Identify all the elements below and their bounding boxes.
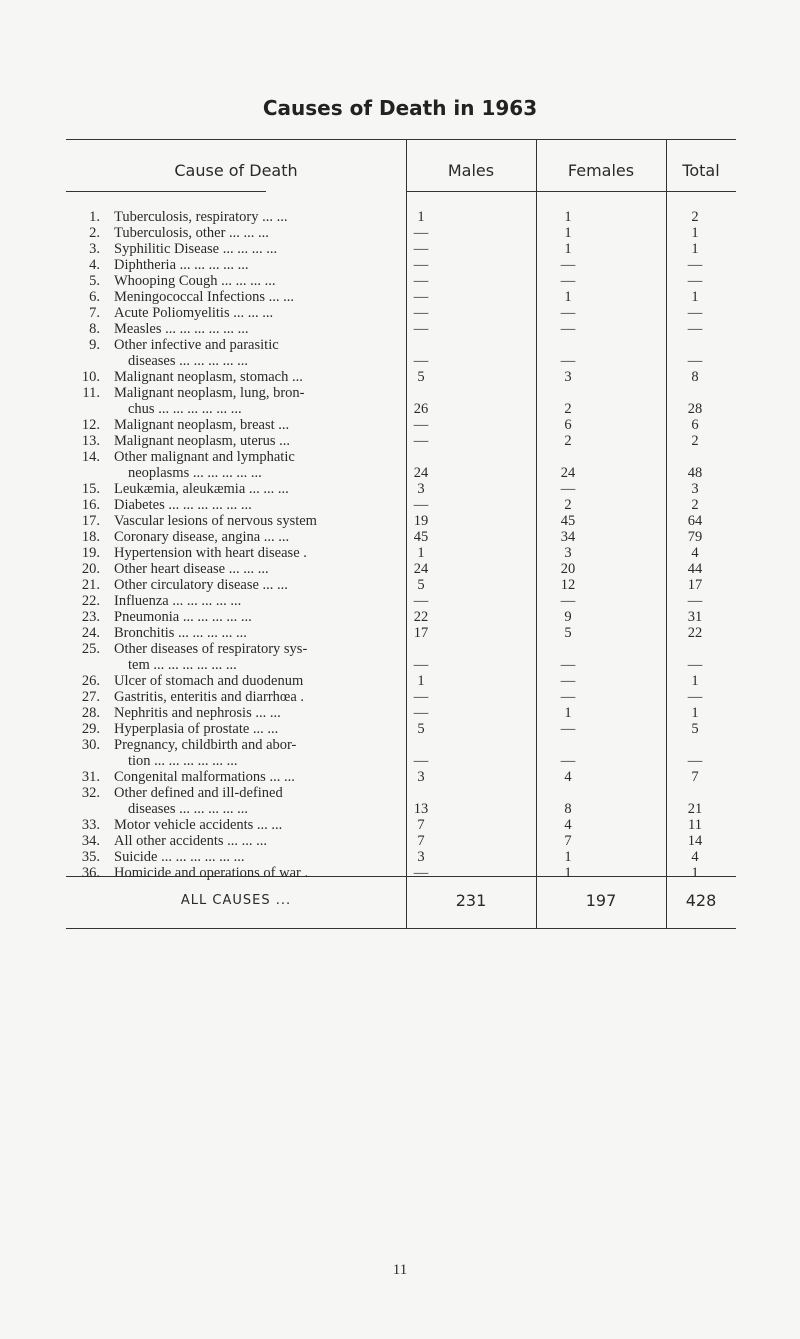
table-row [66,769,736,785]
cause-line: Bronchitis ... ... ... ... ... [114,625,247,641]
row-number: 24. [81,625,100,641]
total-value: 2 [691,209,699,225]
table-row [66,865,736,881]
table-top-rule [66,139,736,140]
total-value: 48 [687,465,703,481]
cause-label [114,209,404,225]
table-row [66,481,736,497]
females-value: 2 [564,433,572,449]
females-value: 1 [564,865,572,881]
cause-label [114,257,404,273]
row-number: 17. [81,513,100,529]
females-value: — [560,353,576,369]
cause-label [114,545,404,561]
cause-label [114,385,404,417]
row-number: 23. [81,609,100,625]
row-number: 29. [81,721,100,737]
males-value: — [413,657,429,673]
table-row [66,321,736,337]
row-number: 20. [81,561,100,577]
all-causes-females: 197 [585,891,617,910]
females-value: 2 [564,401,572,417]
row-number: 33. [81,817,100,833]
row-number: 31. [81,769,100,785]
all-causes-total: 428 [685,891,717,910]
cause-line: chus ... ... ... ... ... ... [128,401,242,417]
cause-label [114,305,404,321]
table-row [66,641,736,673]
cause-line: Influenza ... ... ... ... ... [114,593,242,609]
total-value: — [687,657,703,673]
cause-line: Malignant neoplasm, lung, bron- [114,385,305,401]
cause-line: Coronary disease, angina ... ... [114,529,290,545]
row-number: 14. [81,449,100,465]
cause-label [114,609,404,625]
cause-line: diseases ... ... ... ... ... [128,353,249,369]
females-value: — [560,753,576,769]
females-value: 4 [564,817,572,833]
males-value: — [413,497,429,513]
total-value: 44 [687,561,703,577]
total-value: 31 [687,609,703,625]
cause-line: Hypertension with heart disease . [114,545,307,561]
table-row [66,545,736,561]
cause-label [114,625,404,641]
row-number: 7. [89,305,100,321]
cause-line: Other circulatory disease ... ... [114,577,288,593]
males-value: — [413,753,429,769]
header-rule-left [66,191,266,192]
females-value: — [560,321,576,337]
males-value: 3 [417,849,425,865]
females-value: 24 [560,465,576,481]
cause-label [114,817,404,833]
cause-label [114,833,404,849]
cause-line: Measles ... ... ... ... ... ... [114,321,249,337]
cause-line: Diabetes ... ... ... ... ... ... [114,497,252,513]
row-number: 16. [81,497,100,513]
females-value: 3 [564,369,572,385]
females-value: — [560,593,576,609]
males-value: — [413,353,429,369]
row-number: 34. [81,833,100,849]
total-value: 6 [691,417,699,433]
females-value: 6 [564,417,572,433]
cause-label [114,865,404,881]
cause-label [114,369,404,385]
header-males: Males [447,161,495,180]
females-value: 8 [564,801,572,817]
total-value: 4 [691,849,699,865]
cause-label [114,449,404,481]
cause-line: Malignant neoplasm, breast ... [114,417,290,433]
males-value: 13 [413,801,429,817]
row-number: 18. [81,529,100,545]
males-value: 17 [413,625,429,641]
cause-label [114,273,404,289]
cause-label [114,337,404,369]
cause-label [114,673,404,689]
header-rule-males [406,191,536,192]
total-value: 79 [687,529,703,545]
table-row [66,209,736,225]
females-value: 1 [564,705,572,721]
total-value: 2 [691,433,699,449]
total-value: 14 [687,833,703,849]
total-value: 2 [691,497,699,513]
table-row [66,337,736,369]
cause-line: Vascular lesions of nervous system [114,513,317,529]
females-value: 45 [560,513,576,529]
males-value: — [413,593,429,609]
total-value: 5 [691,721,699,737]
males-value: 3 [417,481,425,497]
cause-line: diseases ... ... ... ... ... [128,801,249,817]
males-value: 5 [417,577,425,593]
females-value: 20 [560,561,576,577]
total-value: 22 [687,625,703,641]
cause-line: Ulcer of stomach and duodenum [114,673,304,689]
total-value: 3 [691,481,699,497]
cause-line: Homicide and operations of war . [114,865,309,881]
table-row [66,529,736,545]
row-number: 2. [89,225,100,241]
table-row [66,289,736,305]
total-value: 1 [691,865,699,881]
males-value: — [413,321,429,337]
row-number: 28. [81,705,100,721]
table-row [66,369,736,385]
males-value: 24 [413,561,429,577]
cause-label [114,769,404,785]
total-value: 1 [691,289,699,305]
table-row [66,385,736,417]
cause-label [114,433,404,449]
total-value: 11 [688,817,702,833]
table-row [66,625,736,641]
row-number: 11. [82,385,100,401]
cause-line: Pneumonia ... ... ... ... ... [114,609,252,625]
row-number: 15. [81,481,100,497]
females-value: — [560,657,576,673]
cause-line: Malignant neoplasm, stomach ... [114,369,303,385]
females-value: 1 [564,225,572,241]
table-row [66,673,736,689]
females-value: — [560,721,576,737]
table-row [66,593,736,609]
row-number: 22. [81,593,100,609]
cause-label [114,561,404,577]
table-row [66,609,736,625]
cause-line: All other accidents ... ... ... [114,833,268,849]
cause-label [114,225,404,241]
table-row [66,417,736,433]
total-value: — [687,753,703,769]
table-row [66,561,736,577]
total-value: 64 [687,513,703,529]
females-value: — [560,257,576,273]
table-body [66,209,736,881]
males-value: — [413,689,429,705]
males-value: 24 [413,465,429,481]
cause-line: Gastritis, enteritis and diarrhœa . [114,689,305,705]
row-number: 6. [89,289,100,305]
table-row [66,737,736,769]
cause-label [114,577,404,593]
header-total: Total [682,161,720,180]
total-value: 1 [691,673,699,689]
cause-label [114,513,404,529]
females-value: 3 [564,545,572,561]
total-value: 21 [687,801,703,817]
cause-line: tem ... ... ... ... ... ... [128,657,237,673]
males-value: 5 [417,721,425,737]
cause-label [114,481,404,497]
males-value: — [413,257,429,273]
total-value: — [687,257,703,273]
table-row [66,577,736,593]
cause-line: Malignant neoplasm, uterus ... [114,433,290,449]
page-number: 11 [392,1262,408,1278]
table-row [66,225,736,241]
females-value: 12 [560,577,576,593]
cause-line: Nephritis and nephrosis ... ... [114,705,281,721]
total-value: 28 [687,401,703,417]
table-row [66,241,736,257]
total-value: 1 [691,705,699,721]
table-bottom-rule [66,928,736,929]
females-value: 1 [564,289,572,305]
header-rule-females [536,191,666,192]
cause-line: Acute Poliomyelitis ... ... ... [114,305,274,321]
cause-line: Diphtheria ... ... ... ... ... [114,257,249,273]
cause-line: Congenital malformations ... ... [114,769,295,785]
males-value: 1 [417,545,425,561]
row-number: 35. [81,849,100,865]
row-number: 19. [81,545,100,561]
table-row [66,497,736,513]
total-value: — [687,593,703,609]
row-number: 36. [81,865,100,881]
causes-of-death-table [66,139,736,1044]
males-value: 45 [413,529,429,545]
row-number: 32. [81,785,100,801]
cause-label [114,241,404,257]
total-value: — [687,305,703,321]
table-row [66,721,736,737]
all-causes-label: ALL CAUSES ... [180,893,292,908]
cause-line: Other infective and parasitic [114,337,279,353]
cause-label [114,641,404,673]
page-title: Causes of Death in 1963 [262,96,538,120]
total-value: 4 [691,545,699,561]
cause-label [114,417,404,433]
total-value: 1 [691,241,699,257]
table-row [66,449,736,481]
cause-line: Other malignant and lymphatic [114,449,295,465]
row-number: 9. [89,337,100,353]
table-row [66,305,736,321]
table-row [66,689,736,705]
females-value: — [560,273,576,289]
total-value: 8 [691,369,699,385]
total-value: 7 [691,769,699,785]
row-number: 5. [89,273,100,289]
row-number: 25. [81,641,100,657]
cause-line: Hyperplasia of prostate ... ... [114,721,279,737]
cause-label [114,689,404,705]
cause-line: Other diseases of respiratory sys- [114,641,308,657]
males-value: — [413,241,429,257]
cause-line: Tuberculosis, other ... ... ... [114,225,269,241]
row-number: 26. [81,673,100,689]
row-number: 4. [89,257,100,273]
cause-line: neoplasms ... ... ... ... ... [128,465,262,481]
cause-line: Other heart disease ... ... ... [114,561,269,577]
row-number: 13. [81,433,100,449]
males-value: 5 [417,369,425,385]
total-value: — [687,321,703,337]
total-value: — [687,353,703,369]
males-value: 7 [417,833,425,849]
cause-label [114,737,404,769]
all-causes-males: 231 [455,891,487,910]
females-value: 2 [564,497,572,513]
cause-label [114,705,404,721]
females-value: 9 [564,609,572,625]
cause-line: Whooping Cough ... ... ... ... [114,273,276,289]
males-value: — [413,417,429,433]
table-row [66,833,736,849]
header-cause: Cause of Death [174,161,298,180]
row-number: 27. [81,689,100,705]
table-row [66,705,736,721]
cause-line: Meningococcal Infections ... ... [114,289,294,305]
males-value: — [413,289,429,305]
cause-line: Other defined and ill-defined [114,785,283,801]
cause-label [114,849,404,865]
cause-line: tion ... ... ... ... ... ... [128,753,238,769]
cause-line: Suicide ... ... ... ... ... ... [114,849,245,865]
row-number: 1. [89,209,100,225]
cause-line: Leukæmia, aleukæmia ... ... ... [114,481,289,497]
total-value: 1 [691,225,699,241]
row-number: 21. [81,577,100,593]
cause-label [114,529,404,545]
females-value: 1 [564,849,572,865]
cause-label [114,289,404,305]
table-row [66,433,736,449]
table-row [66,257,736,273]
males-value: — [413,305,429,321]
males-value: — [413,273,429,289]
total-value: 17 [687,577,703,593]
table-row [66,849,736,865]
table-row [66,817,736,833]
table-row [66,785,736,817]
females-value: 1 [564,241,572,257]
cause-line: Tuberculosis, respiratory ... ... [114,209,288,225]
males-value: 1 [417,209,425,225]
table-row [66,273,736,289]
males-value: 7 [417,817,425,833]
females-value: — [560,305,576,321]
header-rule-total [666,191,736,192]
males-value: 19 [413,513,429,529]
cause-label [114,497,404,513]
males-value: 26 [413,401,429,417]
cause-label [114,785,404,817]
males-value: — [413,225,429,241]
males-value: 22 [413,609,429,625]
females-value: 5 [564,625,572,641]
males-value: — [413,433,429,449]
table-row [66,513,736,529]
total-value: — [687,689,703,705]
cause-line: Syphilitic Disease ... ... ... ... [114,241,278,257]
row-number: 30. [81,737,100,753]
females-value: 1 [564,209,572,225]
males-value: — [413,865,429,881]
females-value: 7 [564,833,572,849]
females-value: — [560,689,576,705]
row-number: 12. [81,417,100,433]
males-value: 3 [417,769,425,785]
cause-label [114,321,404,337]
females-value: 4 [564,769,572,785]
header-females: Females [567,161,635,180]
cause-label [114,721,404,737]
males-value: — [413,705,429,721]
row-number: 10. [81,369,100,385]
row-number: 3. [89,241,100,257]
males-value: 1 [417,673,425,689]
row-number: 8. [89,321,100,337]
cause-label [114,593,404,609]
females-value: — [560,673,576,689]
total-value: — [687,273,703,289]
females-value: — [560,481,576,497]
cause-line: Pregnancy, childbirth and abor- [114,737,297,753]
females-value: 34 [560,529,576,545]
cause-line: Motor vehicle accidents ... ... [114,817,283,833]
